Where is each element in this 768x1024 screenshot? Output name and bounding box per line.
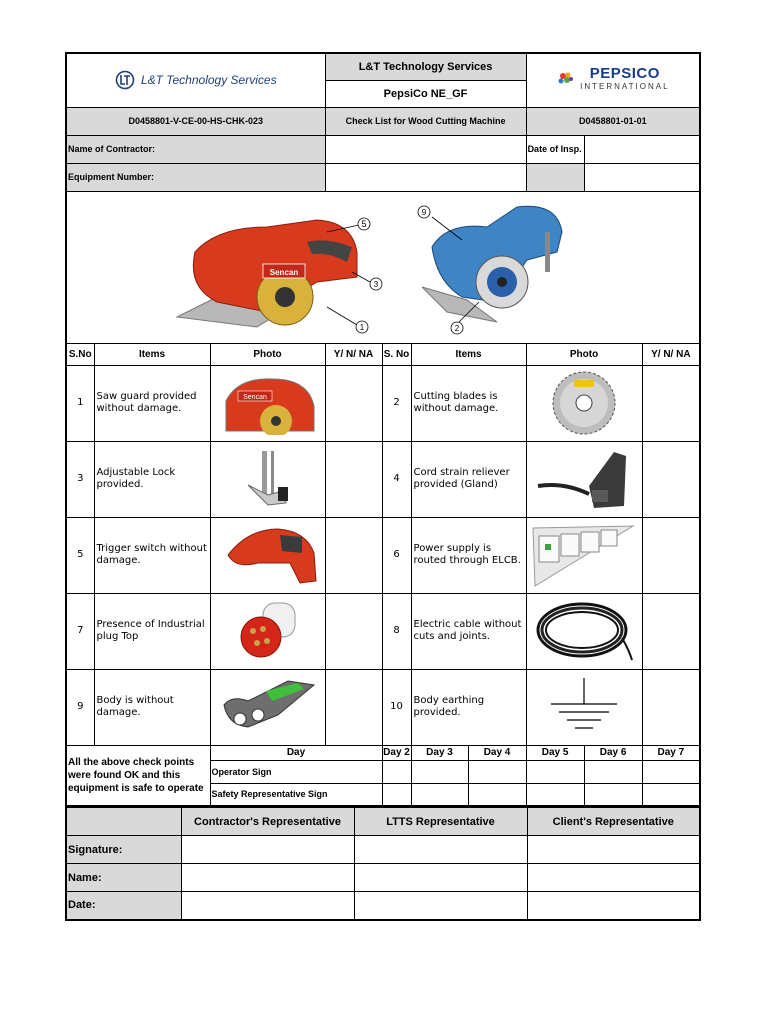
- callout-1: 1: [359, 322, 365, 332]
- svg-text:Sencan: Sencan: [269, 267, 299, 277]
- item-text: Cutting blades is without damage.: [411, 365, 526, 441]
- item-no: 8: [382, 593, 411, 669]
- svg-text:Sencan: Sencan: [242, 394, 267, 401]
- client-date[interactable]: [527, 892, 700, 920]
- project-name: PepsiCo NE_GF: [325, 80, 526, 107]
- client-signature[interactable]: [527, 836, 700, 864]
- date-label: Date:: [66, 892, 181, 920]
- doc-code: D0458801-V-CE-00-HS-CHK-023: [66, 107, 325, 135]
- item-no: 9: [66, 669, 94, 745]
- item-response[interactable]: [642, 517, 700, 593]
- equipment-label: Equipment Number:: [66, 163, 325, 191]
- item-response[interactable]: [642, 669, 700, 745]
- item-no: 7: [66, 593, 94, 669]
- plug-photo: [210, 593, 325, 669]
- body-photo: [210, 669, 325, 745]
- item-no: 10: [382, 669, 411, 745]
- elcb-photo: [526, 517, 642, 593]
- col-items-2: Items: [411, 343, 526, 365]
- col-photo-2: Photo: [526, 343, 642, 365]
- item-text: Presence of Industrial plug Top: [94, 593, 210, 669]
- item-text: Power supply is routed through ELCB.: [411, 517, 526, 593]
- pepsico-logo-sub: INTERNATIONAL: [580, 82, 670, 92]
- pepsico-logo-text: PEPSICO: [589, 65, 660, 83]
- red-saw-image: [177, 220, 357, 327]
- ltts-rep-header: LTTS Representative: [354, 808, 527, 836]
- item-no: 4: [382, 441, 411, 517]
- safety-sign-day-7[interactable]: [642, 783, 700, 806]
- day-label-4: Day 4: [468, 745, 526, 760]
- item-response[interactable]: [642, 441, 700, 517]
- operator-sign-day-6[interactable]: [584, 760, 642, 783]
- contractor-rep-header: Contractor's Representative: [181, 808, 354, 836]
- checklist-sheet: [65, 52, 699, 921]
- item-text: Electric cable without cuts and joints.: [411, 593, 526, 669]
- signoff-table: [65, 807, 701, 921]
- ltts-name[interactable]: [354, 864, 527, 892]
- item-text: Body is without damage.: [94, 669, 210, 745]
- item-response[interactable]: [642, 365, 700, 441]
- safety-sign-day-4[interactable]: [468, 783, 526, 806]
- item-response[interactable]: [325, 441, 382, 517]
- day-label-1: Day: [210, 745, 382, 760]
- item-no: 2: [382, 365, 411, 441]
- callout-3: 3: [373, 279, 379, 289]
- col-items: Items: [94, 343, 210, 365]
- contractor-signature[interactable]: [181, 836, 354, 864]
- safety-sign-day-5[interactable]: [526, 783, 584, 806]
- contractor-date[interactable]: [181, 892, 354, 920]
- safety-statement: All the above check points were found OK and this equipment is safe to operate: [66, 745, 210, 806]
- col-ynna-2: Y/ N/ NA: [642, 343, 700, 365]
- callout-9: 9: [421, 207, 427, 217]
- lt-logo-cell: [66, 53, 325, 107]
- contractor-field[interactable]: [325, 135, 526, 163]
- signature-label: Signature:: [66, 836, 181, 864]
- item-text: Body earthing provided.: [411, 669, 526, 745]
- saw-guard-photo: [210, 365, 325, 441]
- item-response[interactable]: [325, 593, 382, 669]
- day-label-7: Day 7: [642, 745, 700, 760]
- client-name[interactable]: [527, 864, 700, 892]
- lt-logo-text: L&T Technology Services: [140, 73, 277, 88]
- operator-sign-day-3[interactable]: [411, 760, 468, 783]
- day-label-5: Day 5: [526, 745, 584, 760]
- day-label-2: Day 2: [383, 747, 410, 758]
- trigger-photo: [210, 517, 325, 593]
- cable-photo: [526, 593, 642, 669]
- item-response[interactable]: [325, 365, 382, 441]
- callout-2: 2: [454, 323, 460, 333]
- item-text: Trigger switch without damage.: [94, 517, 210, 593]
- safety-sign-day-3[interactable]: [411, 783, 468, 806]
- safety-sign-label: Safety Representative Sign: [210, 783, 382, 806]
- lock-photo: [210, 441, 325, 517]
- operator-sign-day-4[interactable]: [468, 760, 526, 783]
- operator-sign-label: Operator Sign: [210, 760, 382, 783]
- operator-sign-day-5[interactable]: [526, 760, 584, 783]
- safety-sign-day-6[interactable]: [584, 783, 642, 806]
- item-text: Saw guard provided without damage.: [94, 365, 210, 441]
- earth-symbol: [526, 669, 642, 745]
- operator-sign-day-2[interactable]: [382, 760, 411, 783]
- blade-photo: [526, 365, 642, 441]
- item-response[interactable]: [642, 593, 700, 669]
- callout-5: 5: [361, 218, 367, 229]
- company-name: L&T Technology Services: [325, 53, 526, 80]
- item-text: Adjustable Lock provided.: [94, 441, 210, 517]
- equipment-extra-field[interactable]: [584, 163, 700, 191]
- rev-code: D0458801-01-01: [526, 107, 700, 135]
- day-label-3: Day 3: [411, 745, 468, 760]
- name-label: Name:: [66, 864, 181, 892]
- operator-sign-day-7[interactable]: [642, 760, 700, 783]
- pepsico-logo-cell: [526, 53, 700, 107]
- lt-logo-icon: [115, 70, 135, 90]
- safety-sign-day-2[interactable]: [382, 783, 411, 806]
- date-insp-field[interactable]: [584, 135, 700, 163]
- col-sno-2: S. No: [382, 343, 411, 365]
- col-ynna: Y/ N/ NA: [325, 343, 382, 365]
- date-insp-label: Date of Insp.: [526, 135, 584, 163]
- signoff-corner: [66, 808, 181, 836]
- item-no: 5: [66, 517, 94, 593]
- item-text: Cord strain reliever provided (Gland): [411, 441, 526, 517]
- item-no: 3: [66, 441, 94, 517]
- item-no: 6: [382, 517, 411, 593]
- item-response[interactable]: [325, 669, 382, 745]
- day-label-6: Day 6: [584, 745, 642, 760]
- ltts-signature[interactable]: [354, 836, 527, 864]
- equipment-field[interactable]: [325, 163, 526, 191]
- contractor-name[interactable]: [181, 864, 354, 892]
- pepsico-globe-icon: [556, 70, 576, 90]
- equipment-gray-cell: [526, 163, 584, 191]
- col-photo: Photo: [210, 343, 325, 365]
- blue-saw-image: [422, 206, 562, 322]
- item-response[interactable]: [325, 517, 382, 593]
- contractor-label: Name of Contractor:: [66, 135, 325, 163]
- doc-title: Check List for Wood Cutting Machine: [325, 107, 526, 135]
- checklist-table: [65, 52, 701, 807]
- item-no: 1: [66, 365, 94, 441]
- machine-image-cell: [66, 191, 700, 343]
- cord-photo: [526, 441, 642, 517]
- machine-illustration: [67, 192, 697, 340]
- ltts-date[interactable]: [354, 892, 527, 920]
- col-sno: S.No: [66, 343, 94, 365]
- client-rep-header: Client's Representative: [527, 808, 700, 836]
